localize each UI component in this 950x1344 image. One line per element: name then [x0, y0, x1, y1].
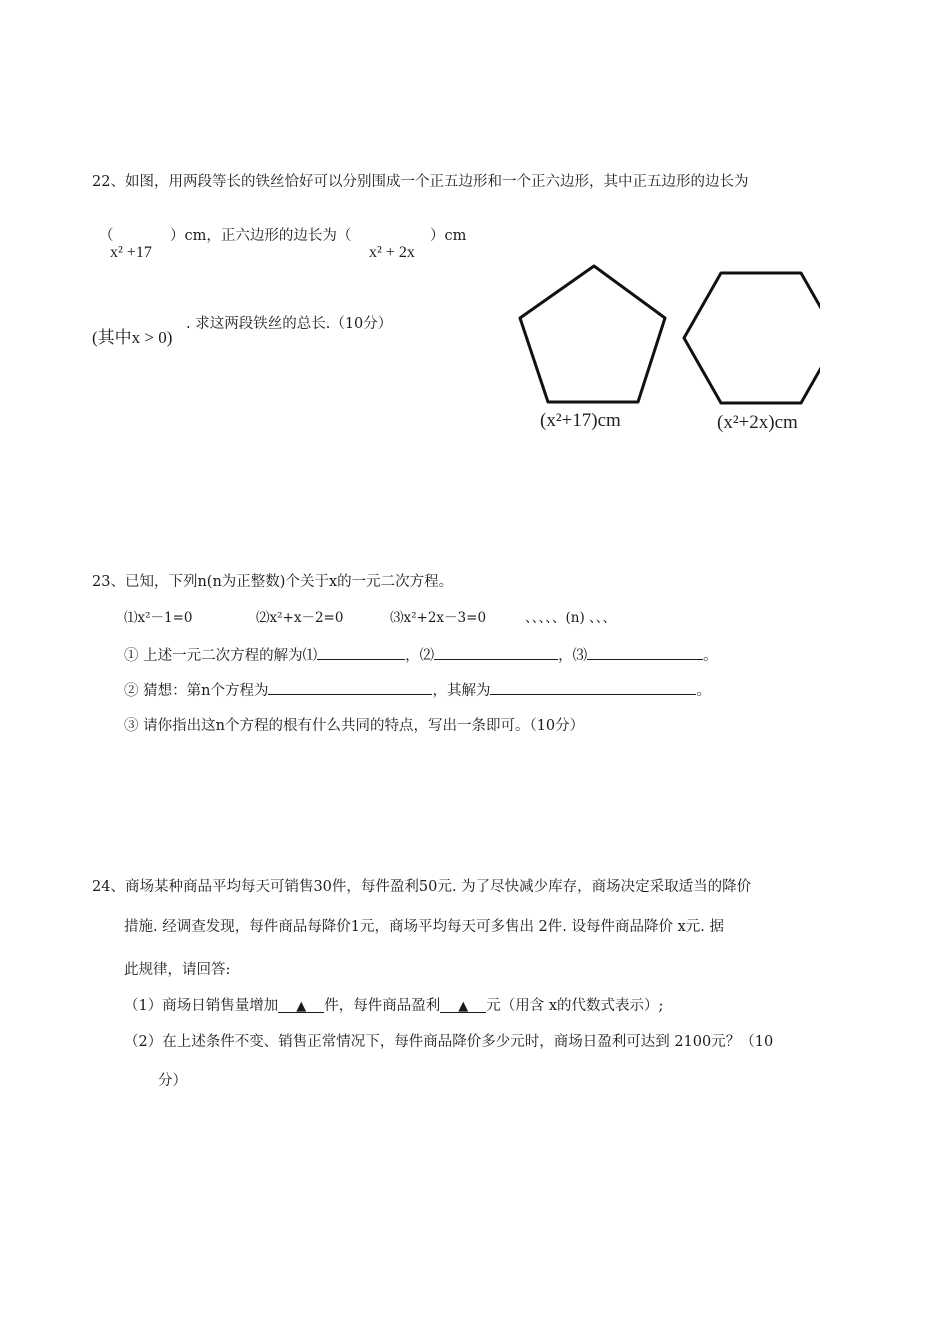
q24-sub2-line2: 分） [158, 1073, 187, 1089]
q22-question: . 求这两段铁丝的总长.（10分） [186, 316, 393, 332]
q23-part2-prefix: ② 猜想：第n个方程为 [124, 683, 269, 699]
q23-part2 [124, 680, 711, 701]
q23-intro: 23、已知，下列n(n为正整数)个关于x的一元二次方程。 [92, 574, 454, 590]
q24-sub1 [124, 996, 663, 1016]
q23-equation-2: ⑵x²+x－2=0 [256, 610, 344, 626]
q22-pentagon-side-expr: x² +17 [110, 244, 152, 261]
hexagon-shape [684, 273, 820, 403]
q23-part1 [124, 645, 718, 666]
q24-sub1-b: 件，每件商品盈利 [324, 998, 441, 1014]
pentagon-label: (x²+17)cm [540, 410, 621, 431]
answer-blank-2[interactable] [434, 645, 558, 660]
q22-unit-cm: ）cm [430, 228, 467, 244]
q23-part1-sep3: ，⑶ [558, 648, 588, 664]
q22-open-paren: （ [99, 228, 114, 244]
q23-equation-1: ⑴x²－1=0 [124, 610, 193, 626]
answer-blank-sales-increase[interactable] [278, 996, 324, 1013]
hexagon-label: (x²+2x)cm [717, 412, 798, 433]
q23-part1-end: 。 [703, 648, 718, 664]
q24-text-line3: 此规律，请回答: [124, 962, 231, 978]
q23-part2-end: 。 [696, 683, 711, 699]
q24-text-line2: 措施. 经调查发现，每件商品每降价1元，商场平均每天可多售出 2件. 设每件商品降价 x元. 据 [124, 919, 724, 935]
q24-sub1-c: 元（用含 x的代数式表示）; [486, 998, 664, 1014]
answer-blank-solution[interactable] [490, 680, 696, 695]
q22-text-line2: ）cm，正六边形的边长为（ [170, 228, 352, 244]
triangle-marker-icon: ▲ [458, 999, 469, 1014]
answer-blank-1[interactable] [317, 645, 405, 660]
triangle-marker-icon: ▲ [296, 999, 307, 1014]
q23-part2-mid: ，其解为 [432, 683, 491, 699]
pentagon-shape [520, 266, 665, 402]
answer-blank-equation[interactable] [268, 680, 432, 695]
q23-part1-prefix: ① 上述一元二次方程的解为⑴ [124, 648, 318, 664]
q22-text-line1: 22、如图，用两段等长的铁丝恰好可以分别围成一个正五边形和一个正六边形，其中正五边形的边长为 [92, 174, 749, 190]
q23-part3: ③ 请你指出这n个方程的根有什么共同的特点，写出一条即可。（10分） [124, 718, 585, 734]
q22-hexagon-side-expr: x² + 2x [369, 244, 415, 261]
q23-equation-n: 、、、、、(n) 、、、 [525, 610, 617, 626]
q24-sub2-line1: （2）在上述条件不变、销售正常情况下，每件商品降价多少元时，商场日盈利可达到 2100元？（10 [124, 1034, 774, 1050]
q23-equation-3: ⑶x²+2x－3=0 [390, 610, 487, 626]
answer-blank-unit-profit[interactable] [440, 996, 486, 1013]
q22-condition: (其中x > 0) [92, 328, 173, 347]
q23-part1-sep2: ，⑵ [405, 648, 435, 664]
answer-blank-3[interactable] [587, 645, 703, 660]
q24-sub1-a: （1）商场日销售量增加 [124, 998, 279, 1014]
q24-text-line1: 24、商场某种商品平均每天可销售30件，每件盈利50元. 为了尽快减少库存，商场决定采取适当的降价 [92, 879, 752, 895]
